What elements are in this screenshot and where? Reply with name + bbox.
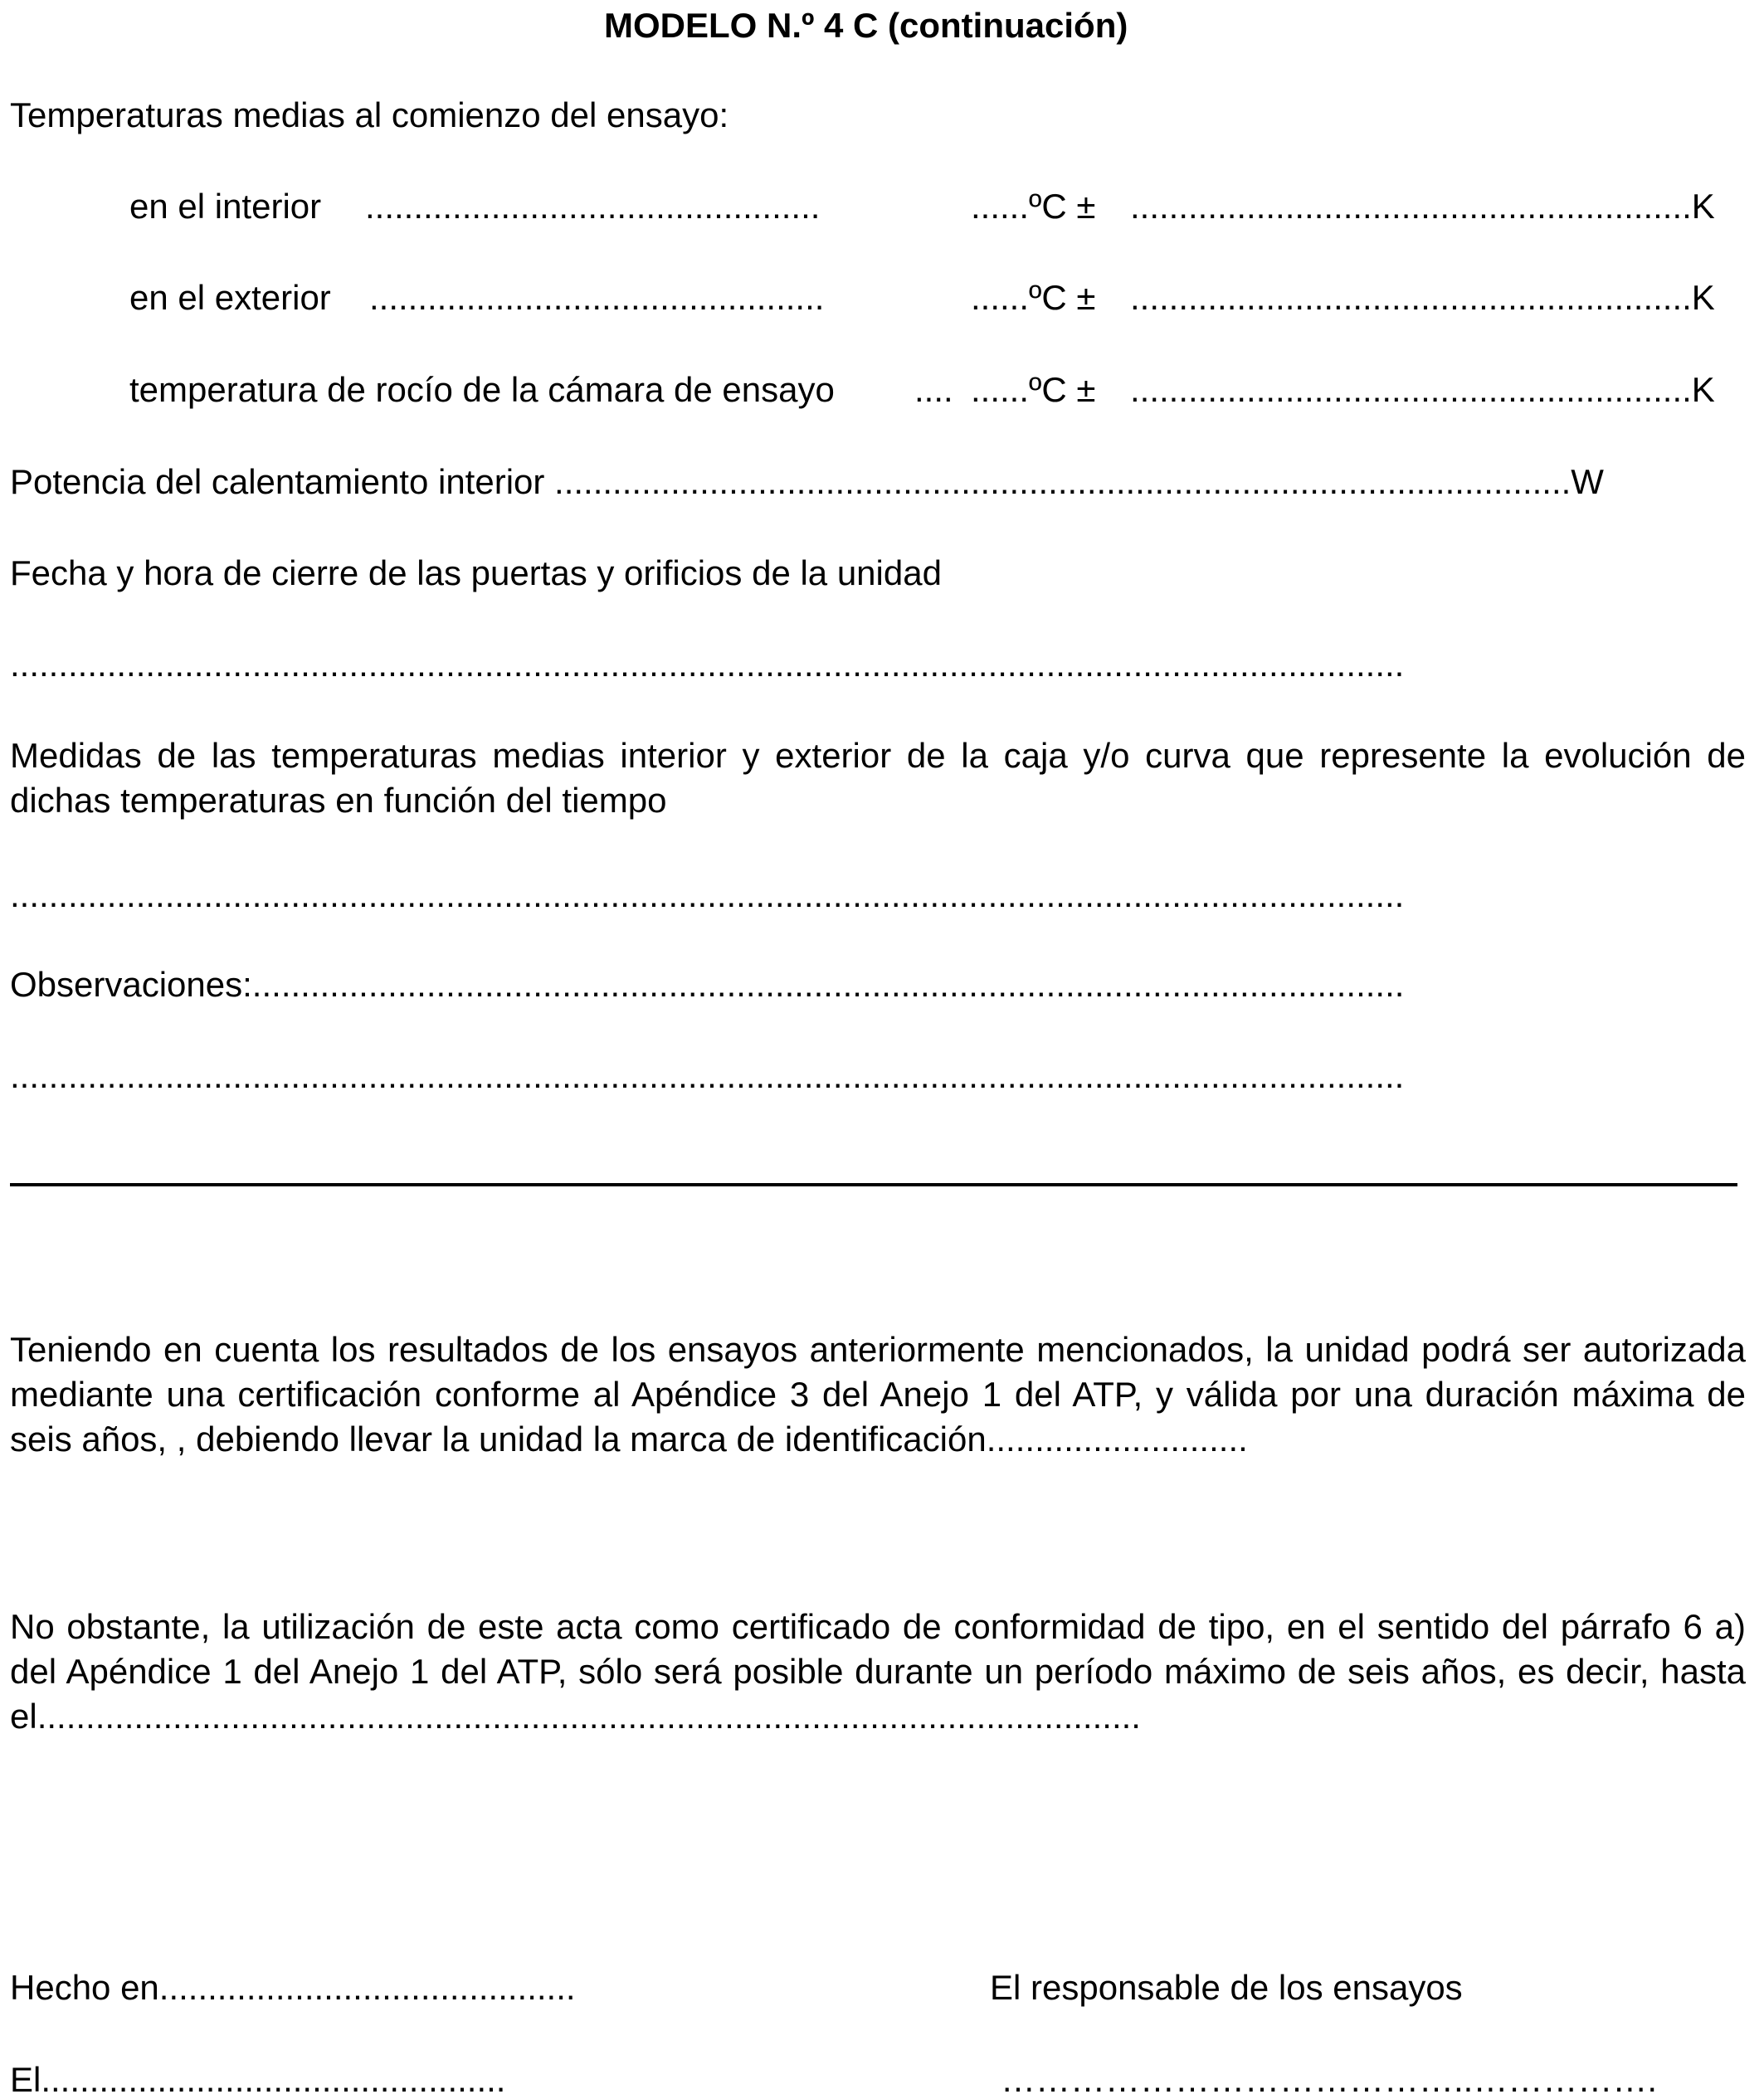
- done-in-field[interactable]: Hecho en...........................................: [10, 1968, 576, 2007]
- dew-temp-tolerance[interactable]: ..........................................................K: [1130, 370, 1715, 409]
- authorization-text: Teniendo en cuenta los resultados de los ensayos anteriormente mencionados, la unidad podrá ser autorizada mediante una certificación conforme al Apéndice 3 del Anejo 1 del ATP, y válida por una duración máxima de seis años, , debiendo llevar la unidad la marca de identificación...........................: [10, 1330, 1746, 1459]
- dew-temp-dots[interactable]: ....: [914, 370, 953, 409]
- notwithstanding-text: No obstante, la utilización de este acta como certificado de conformidad de tipo, en el sentido del párrafo 6 a) del Apéndice 1 del Anejo 1 del ATP, sólo será posible durante un período máximo de seis años, es decir, hasta el..................................................................................................................: [10, 1607, 1746, 1736]
- responsible-label: El responsable de los ensayos: [990, 1968, 1463, 2007]
- interior-temp-unit: ......ºC ±: [971, 187, 1096, 226]
- dew-temp-label: temperatura de rocío de la cámara de ensayo: [129, 370, 835, 409]
- exterior-temp-label: en el exterior: [129, 278, 331, 317]
- interior-temp-dots[interactable]: ...............................................: [365, 187, 821, 226]
- measurements-field[interactable]: ................................................................................................................................................: [10, 875, 1405, 914]
- exterior-temp-dots[interactable]: ...............................................: [369, 278, 825, 317]
- temperatures-heading: Temperaturas medias al comienzo del ensayo:: [10, 95, 729, 134]
- observations-field[interactable]: ................................................................................................................................................: [10, 1056, 1405, 1095]
- document-title: MODELO N.º 4 C (continuación): [604, 6, 1128, 45]
- interior-temp-tolerance[interactable]: ..........................................................K: [1130, 187, 1715, 226]
- closing-date-label: Fecha y hora de cierre de las puertas y orificios de la unidad: [10, 553, 942, 592]
- dew-temp-unit: ......ºC ±: [971, 370, 1096, 409]
- observations-line[interactable]: Observaciones:.......................................................................................................................: [10, 965, 1405, 1004]
- measurements-text: Medidas de las temperaturas medias interior y exterior de la caja y/o curva que represente la evolución de dichas temperaturas en función del tiempo: [10, 736, 1746, 820]
- exterior-temp-tolerance[interactable]: ..........................................................K: [1130, 278, 1715, 317]
- signature-field[interactable]: …………………………………..…………….: [1001, 2060, 1658, 2099]
- date-field[interactable]: El................................................: [10, 2060, 506, 2099]
- closing-date-field[interactable]: ................................................................................................................................................: [10, 645, 1405, 684]
- heating-power-line[interactable]: Potencia del calentamiento interior .........................................................................................................W: [10, 462, 1604, 501]
- exterior-temp-unit: ......ºC ±: [971, 278, 1096, 317]
- interior-temp-label: en el interior: [129, 187, 322, 226]
- section-divider: [10, 1183, 1737, 1186]
